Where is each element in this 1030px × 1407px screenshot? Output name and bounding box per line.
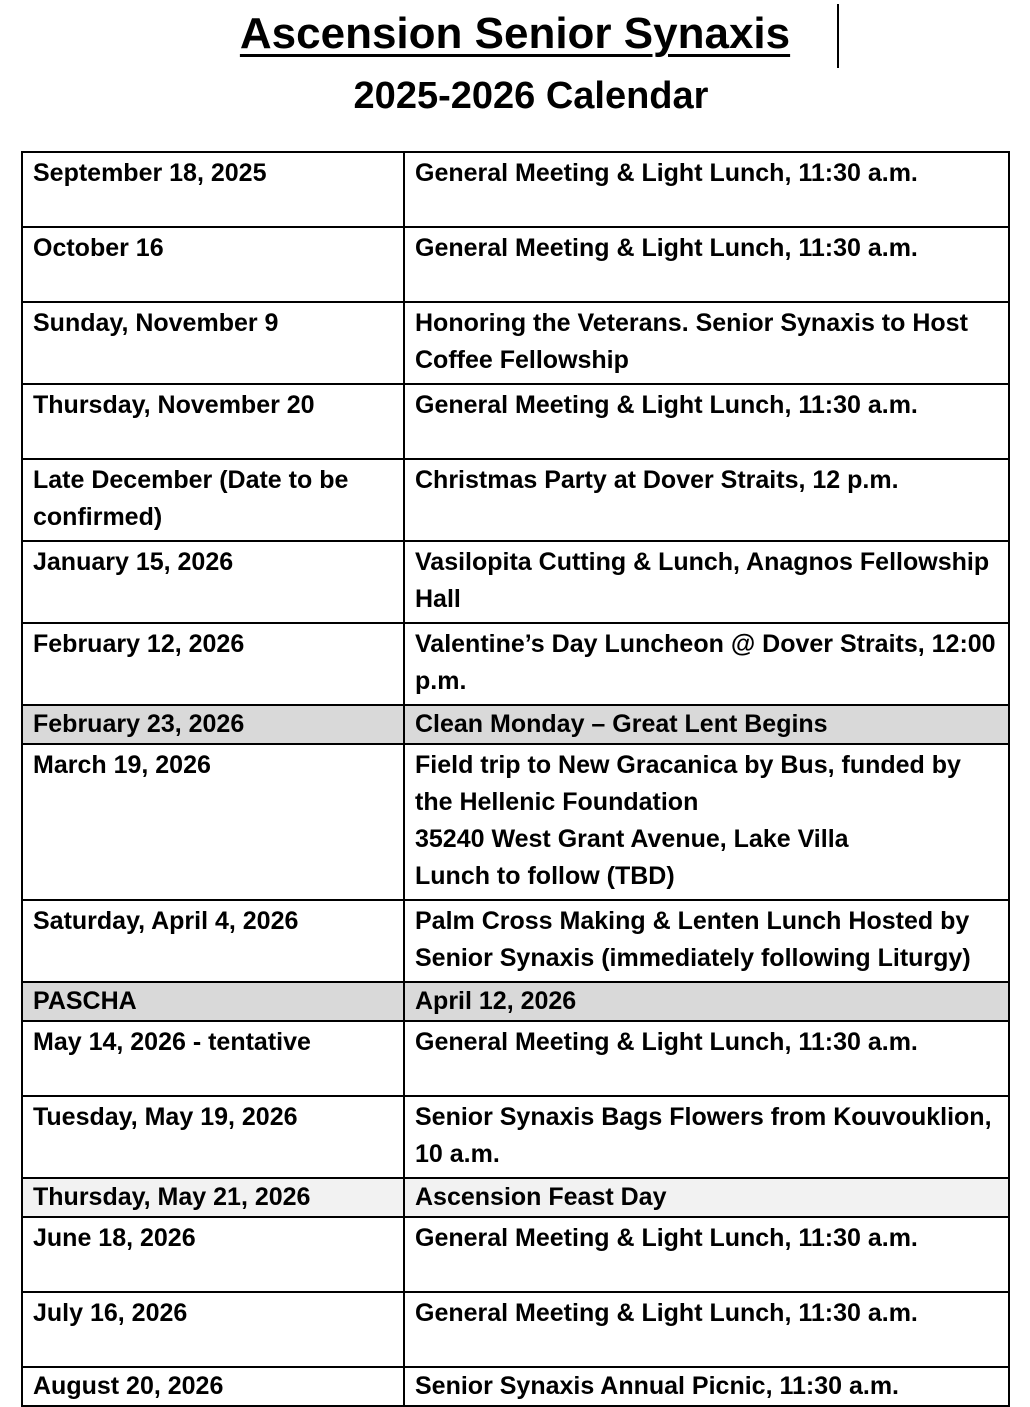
date-cell: Late December (Date to be confirmed) <box>22 459 404 541</box>
date-cell: February 23, 2026 <box>22 705 404 744</box>
table-row-highlighted <box>22 1178 1009 1217</box>
event-cell <box>404 1178 1009 1217</box>
date-cell: Thursday, November 20 <box>22 384 404 459</box>
date-cell: March 19, 2026 <box>22 744 404 900</box>
event-line: Senior Synaxis Annual Picnic, 11:30 a.m. <box>415 1372 899 1400</box>
date-cell: Saturday, April 4, 2026 <box>22 900 404 982</box>
page-title <box>0 6 1030 62</box>
event-line: General Meeting & Light Lunch, 11:30 a.m. <box>415 159 918 187</box>
date-cell: August 20, 2026 <box>22 1367 404 1406</box>
table-row-highlighted <box>22 982 1009 1021</box>
date-cell: October 16 <box>22 227 404 302</box>
event-line: Honoring the Veterans. Senior Synaxis to Host Coffee Fellowship <box>415 309 968 374</box>
table-row <box>22 227 1009 302</box>
event-line: Christmas Party at Dover Straits, 12 p.m. <box>415 466 899 494</box>
date-cell: September 18, 2025 <box>22 152 404 227</box>
table-row <box>22 1292 1009 1367</box>
event-cell <box>404 705 1009 744</box>
event-line: Ascension Feast Day <box>415 1183 667 1211</box>
table-row <box>22 623 1009 705</box>
table-row <box>22 384 1009 459</box>
event-cell <box>404 1367 1009 1406</box>
event-line: General Meeting & Light Lunch, 11:30 a.m. <box>415 1224 918 1252</box>
event-line: General Meeting & Light Lunch, 11:30 a.m. <box>415 234 918 262</box>
event-cell <box>404 227 1009 302</box>
event-cell <box>404 982 1009 1021</box>
date-cell: May 14, 2026 - tentative <box>22 1021 404 1096</box>
table-row <box>22 541 1009 623</box>
table-row <box>22 152 1009 227</box>
table-row <box>22 1021 1009 1096</box>
table-row-highlighted <box>22 705 1009 744</box>
event-cell <box>404 1021 1009 1096</box>
event-cell <box>404 152 1009 227</box>
table-row <box>22 302 1009 384</box>
event-cell <box>404 459 1009 541</box>
event-cell <box>404 1292 1009 1367</box>
page-title-text: Ascension Senior Synaxis <box>239 9 791 58</box>
event-cell <box>404 623 1009 705</box>
date-cell: January 15, 2026 <box>22 541 404 623</box>
event-cell <box>404 1096 1009 1178</box>
event-line: General Meeting & Light Lunch, 11:30 a.m. <box>415 391 918 419</box>
event-line: April 12, 2026 <box>415 987 577 1015</box>
event-cell <box>404 744 1009 900</box>
table-row <box>22 1096 1009 1178</box>
date-cell: PASCHA <box>22 982 404 1021</box>
date-cell: Thursday, May 21, 2026 <box>22 1178 404 1217</box>
date-cell: February 12, 2026 <box>22 623 404 705</box>
event-cell <box>404 900 1009 982</box>
date-cell: Sunday, November 9 <box>22 302 404 384</box>
event-line: Valentine’s Day Luncheon @ Dover Straits, 12:00 p.m. <box>415 630 996 695</box>
event-cell <box>404 302 1009 384</box>
table-row <box>22 459 1009 541</box>
event-line: Vasilopita Cutting & Lunch, Anagnos Fellowship Hall <box>415 548 990 613</box>
event-line: Senior Synaxis Bags Flowers from Kouvouklion, 10 a.m. <box>415 1103 992 1168</box>
event-cell <box>404 541 1009 623</box>
table-row <box>22 900 1009 982</box>
event-line: Palm Cross Making & Lenten Lunch Hosted by Senior Synaxis (immediately following Liturgy) <box>415 907 971 972</box>
event-line: General Meeting & Light Lunch, 11:30 a.m. <box>415 1028 918 1056</box>
calendar-table <box>21 151 1010 1407</box>
event-line: Lunch to follow (TBD) <box>415 862 675 890</box>
date-cell: July 16, 2026 <box>22 1292 404 1367</box>
event-line: 35240 West Grant Avenue, Lake Villa <box>415 825 849 853</box>
page-subtitle: 2025-2026 Calendar <box>353 75 709 117</box>
event-cell <box>404 1217 1009 1292</box>
event-line: Clean Monday – Great Lent Begins <box>415 710 828 738</box>
text-cursor-bar <box>837 4 839 68</box>
event-line: General Meeting & Light Lunch, 11:30 a.m. <box>415 1299 918 1327</box>
table-row <box>22 1217 1009 1292</box>
table-row <box>22 744 1009 900</box>
date-cell: June 18, 2026 <box>22 1217 404 1292</box>
table-row <box>22 1367 1009 1406</box>
date-cell: Tuesday, May 19, 2026 <box>22 1096 404 1178</box>
event-line: Field trip to New Gracanica by Bus, funded by the Hellenic Foundation <box>415 751 961 816</box>
event-cell <box>404 384 1009 459</box>
